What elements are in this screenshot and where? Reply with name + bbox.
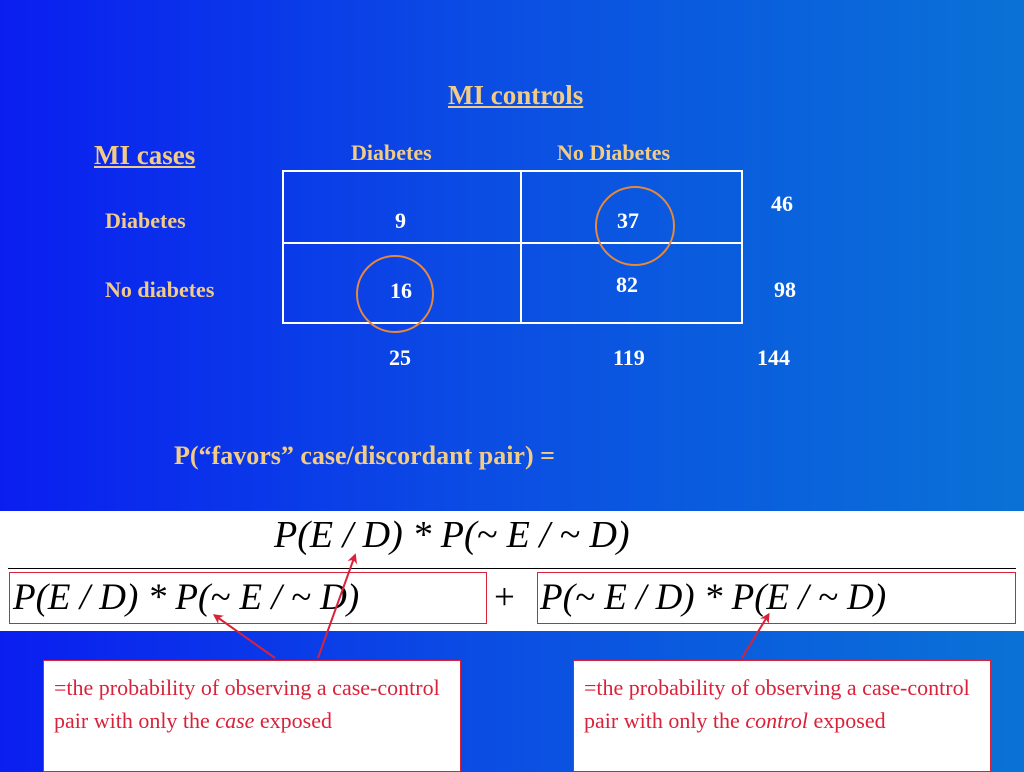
circle-discordant-16: [357, 256, 433, 332]
note-control-text: =the probability of observing a case-control pair with only the: [584, 675, 970, 733]
formula-plus: +: [494, 577, 515, 618]
arrow-to-right-term: [742, 617, 767, 658]
column-label-no-diabetes: No Diabetes: [557, 140, 671, 165]
column-total-diabetes: 25: [389, 345, 411, 370]
probability-question: P(“favors” case/discordant pair) =: [174, 441, 555, 470]
note-case-emphasis: case: [215, 708, 255, 733]
cell-diabetes-diabetes: 9: [395, 208, 406, 233]
column-total-no-diabetes: 119: [613, 345, 645, 370]
cell-no-diabetes-diabetes: 16: [390, 278, 412, 303]
grand-total: 144: [757, 345, 790, 370]
note-case-text: =the probability of observing a case-control pair with only the: [54, 675, 440, 733]
formula-denominator-left: P(E / D) * P(~ E / ~ D): [13, 577, 360, 618]
controls-heading: MI controls: [448, 80, 584, 110]
formula-denominator-right: P(~ E / D) * P(E / ~ D): [540, 577, 887, 618]
arrow-to-left-term: [217, 617, 275, 658]
cell-no-diabetes-no-diabetes: 82: [616, 272, 638, 297]
arrow-to-numerator: [318, 558, 354, 658]
row-total-no-diabetes: 98: [774, 277, 796, 302]
row-total-diabetes: 46: [771, 191, 793, 216]
note-case-suffix: exposed: [259, 708, 332, 733]
row-label-no-diabetes: No diabetes: [105, 277, 215, 302]
formula-numerator: P(E / D) * P(~ E / ~ D): [274, 514, 630, 556]
row-label-diabetes: Diabetes: [105, 208, 186, 233]
column-label-diabetes: Diabetes: [351, 140, 432, 165]
cell-diabetes-no-diabetes: 37: [617, 208, 639, 233]
circle-discordant-37: [596, 187, 674, 265]
cases-heading: MI cases: [94, 140, 196, 170]
note-control-emphasis: control: [745, 708, 809, 733]
note-control-suffix: exposed: [813, 708, 886, 733]
